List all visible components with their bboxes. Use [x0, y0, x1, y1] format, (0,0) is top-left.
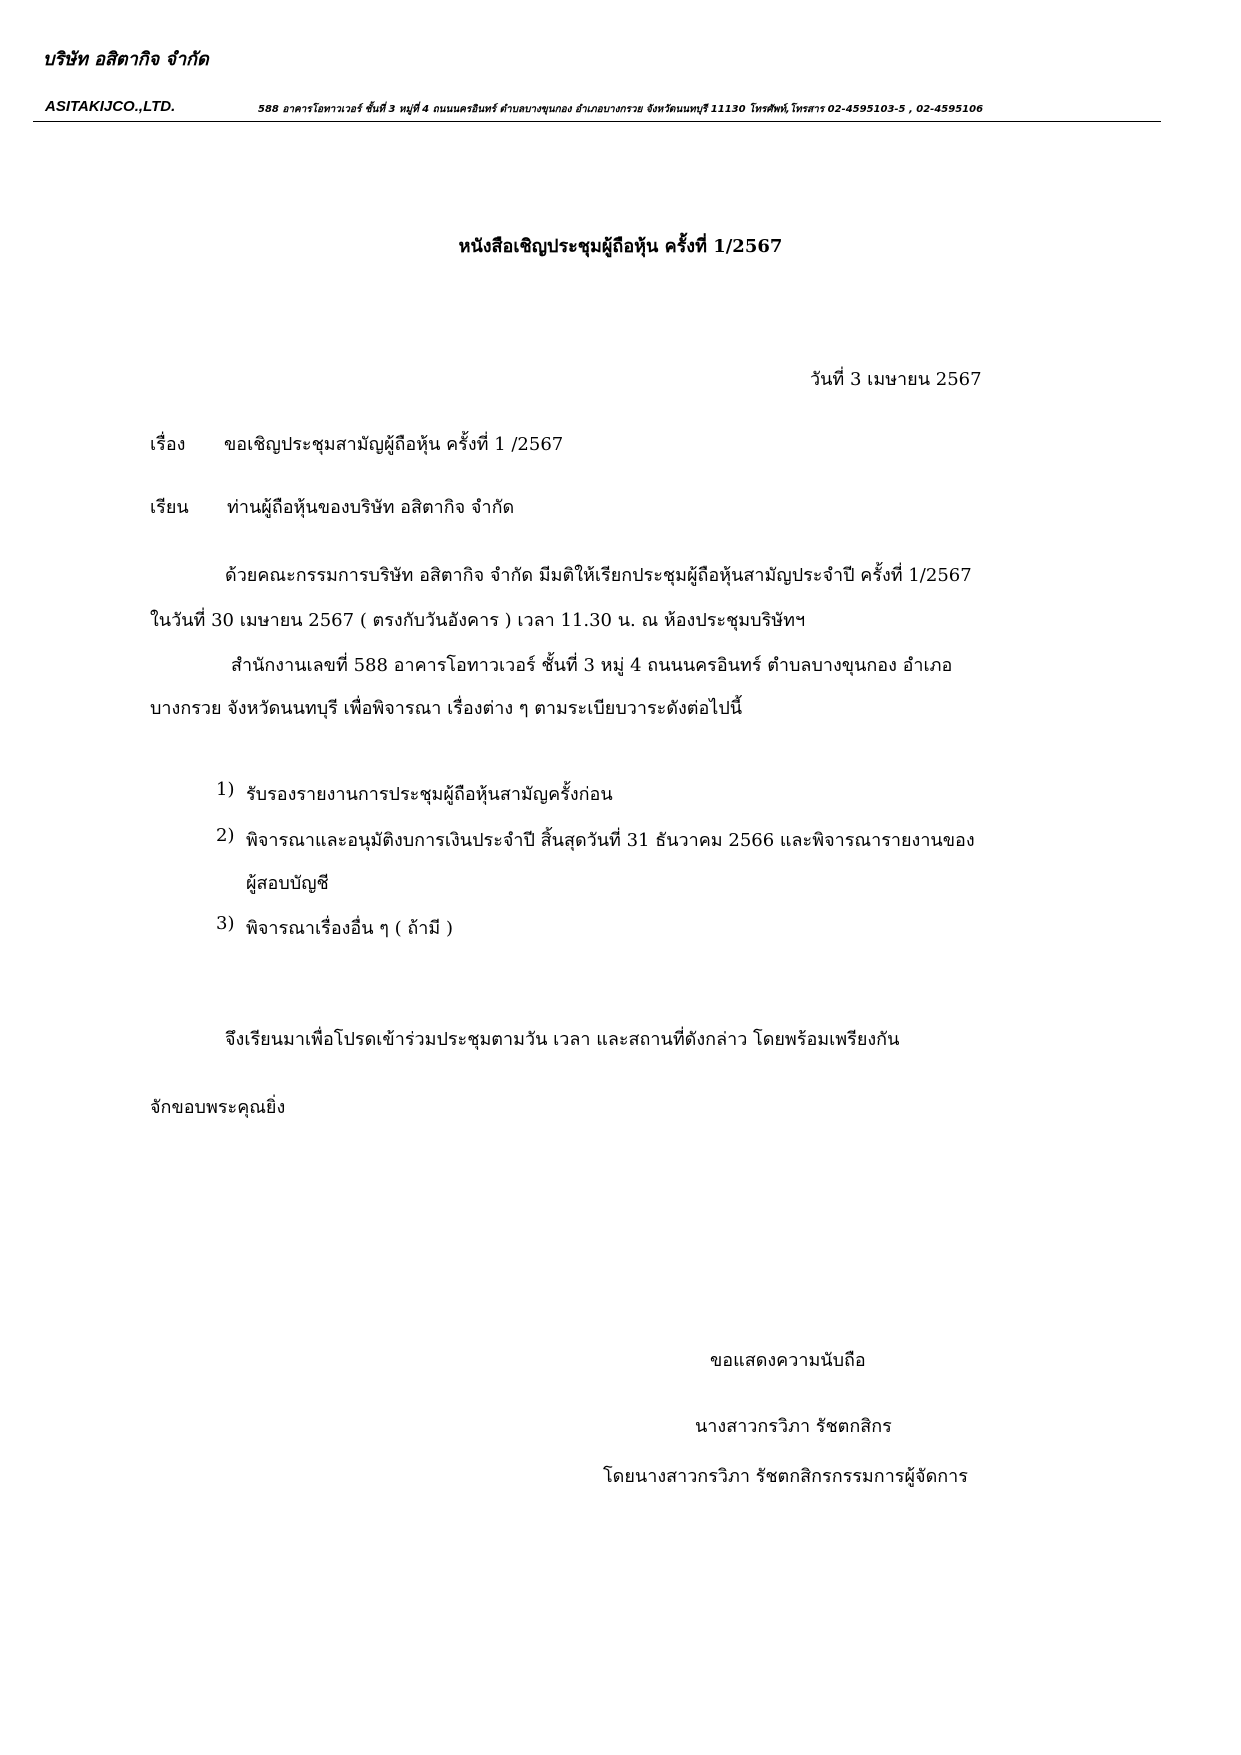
letter-date: วันที่ 3 เมษายน 2567 [810, 369, 982, 390]
closing-line: จักขอบพระคุณยิ่ง [150, 1097, 286, 1118]
paragraph-line: บางกรวย จังหวัดนนทบุรี เพื่อพิจารณา เรื่องต่าง ๆ ตามระเบียบวาระดังต่อไปนี้ [150, 698, 743, 719]
agenda-item-number: 1) [216, 779, 235, 800]
subject-text: ขอเชิญประชุมสามัญผู้ถือหุ้น ครั้งที่ 1 /2567 [224, 434, 564, 455]
company-address: 588 อาคารโอทาวเวอร์ ชั้นที่ 3 หมู่ที่ 4 ถนนนครอินทร์ ตำบลบางขุนกอง อำเภอบางกรวย จังหวัดนนทบุรี 11130 โทรศัพท์,โทรสาร 02-4595103-5 , 02-4595106 [258, 104, 984, 115]
recipient-text: ท่านผู้ถือหุ้นของบริษัท อสิตากิจ จำกัด [227, 497, 515, 518]
recipient-label: เรียน [150, 497, 189, 518]
document-title: หนังสือเชิญประชุมผู้ถือหุ้น ครั้งที่ 1/2567 [458, 236, 783, 257]
agenda-item-text: พิจารณาและอนุมัติงบการเงินประจำปี สิ้นสุดวันที่ 31 ธันวาคม 2566 และพิจารณารายงานของ [246, 830, 975, 851]
agenda-item-number: 3) [216, 913, 235, 934]
company-name-th: บริษัท อสิตากิจ จำกัด [43, 49, 209, 70]
closing-line: จึงเรียนมาเพื่อโปรดเข้าร่วมประชุมตามวัน เวลา และสถานที่ดังกล่าว โดยพร้อมเพรียงกัน [225, 1029, 900, 1050]
paragraph-line: ในวันที่ 30 เมษายน 2567 ( ตรงกับวันอังคาร ) เวลา 11.30 น. ณ ห้องประชุมบริษัทฯ [150, 610, 806, 631]
agenda-item-text: พิจารณาเรื่องอื่น ๆ ( ถ้ามี ) [246, 918, 453, 939]
agenda-item-text: รับรองรายงานการประชุมผู้ถือหุ้นสามัญครั้งก่อน [246, 784, 613, 805]
paragraph-line: ด้วยคณะกรรมการบริษัท อสิตากิจ จำกัด มีมติให้เรียกประชุมผู้ถือหุ้นสามัญประจำปี ครั้งที่ 1/2567 [225, 565, 972, 586]
agenda-item-continuation: ผู้สอบบัญชี [246, 873, 329, 894]
signature-name: นางสาวกรวิภา รัชตกสิกร [695, 1416, 892, 1437]
company-name-en: ASITAKIJCO.,LTD. [45, 98, 176, 115]
agenda-item-number: 2) [216, 825, 235, 846]
paragraph-line: สำนักงานเลขที่ 588 อาคารโอทาวเวอร์ ชั้นที่ 3 หมู่ 4 ถนนนครอินทร์ ตำบลบางขุนกอง อำเภอ [231, 655, 953, 676]
signature-title: โดยนางสาวกรวิภา รัชตกสิกรกรรมการผู้จัดการ [603, 1466, 968, 1487]
subject-label: เรื่อง [150, 434, 186, 455]
header-divider [33, 121, 1161, 122]
signature-regards: ขอแสดงความนับถือ [710, 1350, 866, 1371]
